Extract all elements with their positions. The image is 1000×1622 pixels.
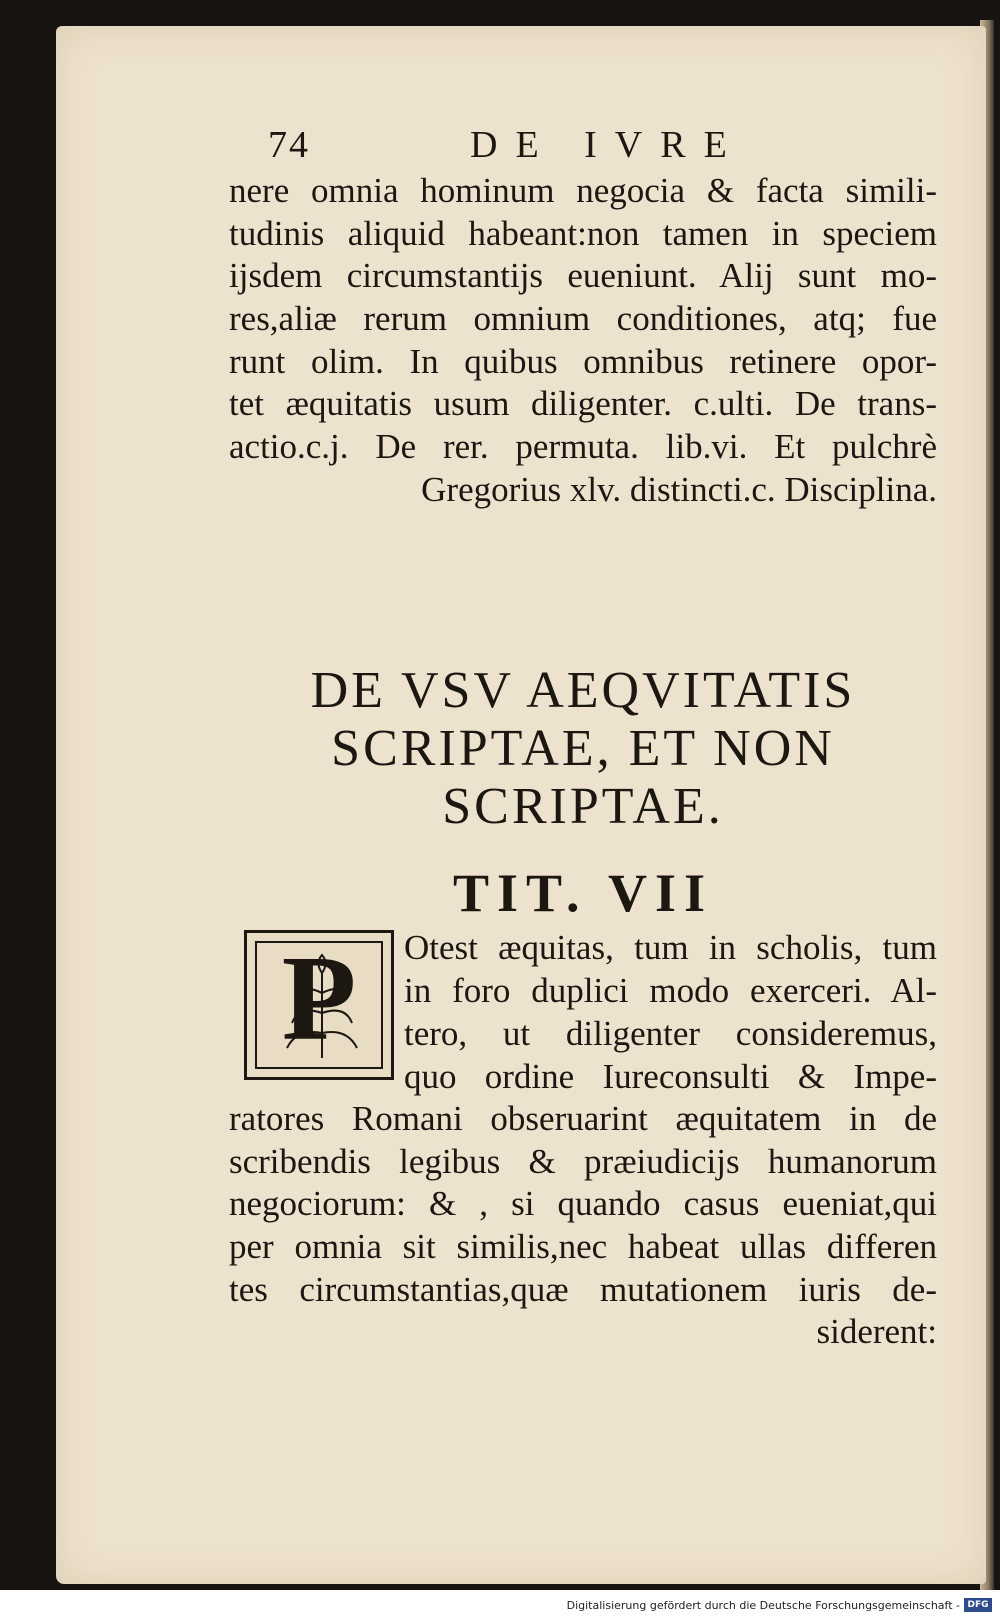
page-header (268, 123, 788, 173)
text-line: in foro duplici modo exerceri. Al- (404, 971, 937, 1010)
text-line: actio.c.j. De rer. permuta. lib.vi. Et pulchrè (229, 427, 937, 467)
text-line: ijsdem circumstantijs eueniunt. Alij sunt mo- (229, 256, 937, 296)
text-line: runt olim. In quibus omnibus retinere opor- (229, 341, 937, 381)
text-line: Otest æquitas, tum in scholis, tum (404, 928, 937, 967)
text-line: per omnia sit similis,nec habeat ullas differen (229, 1227, 937, 1267)
dfg-logo: DFG (964, 1598, 992, 1612)
section-title (229, 662, 937, 836)
text-line: nere omnia hominum negocia & facta simili- (229, 171, 937, 210)
section-title-line: SCRIPTAE. (442, 778, 724, 835)
funding-credit: Digitalisierung gefördert durch die Deutsche Forschungsgemeinschaft - (566, 1599, 960, 1612)
text-line: Gregorius xlv. distincti.c. Disciplina. (421, 469, 937, 509)
initial-letter: P (281, 931, 357, 1066)
text-line: tudinis aliquid habeant:non tamen in speciem (229, 213, 937, 253)
text-line: scribendis legibus & præiudicijs humanorum (229, 1141, 937, 1181)
text-line: quo ordine Iureconsulti & Impe- (404, 1057, 937, 1096)
text-line: negociorum: & , si quando casus eueniat,qui (229, 1184, 937, 1224)
text-line: tero, ut diligenter consideremus, (404, 1014, 937, 1053)
paragraph-1 (229, 170, 937, 512)
title-number: TIT. VII (452, 863, 714, 923)
section-title-line: SCRIPTAE, ET NON (331, 720, 835, 777)
running-title: DE IVRE (470, 124, 745, 166)
section-title-line: DE VSV AEQVITATIS (310, 662, 856, 719)
text-line: tet æquitatis usum diligenter. c.ulti. De trans- (229, 384, 937, 424)
decorated-initial (244, 930, 394, 1080)
text-line: tes circumstantias,quæ mutationem iuris de- (229, 1269, 937, 1309)
paragraph-2-indented (404, 926, 937, 1098)
text-line: siderent: (816, 1312, 937, 1352)
text-line: ratores Romani obseruarint æquitatem in de (229, 1099, 937, 1138)
text-line: res,aliæ rerum omnium conditiones, atq; fue (229, 299, 937, 339)
paragraph-2 (229, 1098, 937, 1354)
page-number: 74 (268, 124, 310, 166)
